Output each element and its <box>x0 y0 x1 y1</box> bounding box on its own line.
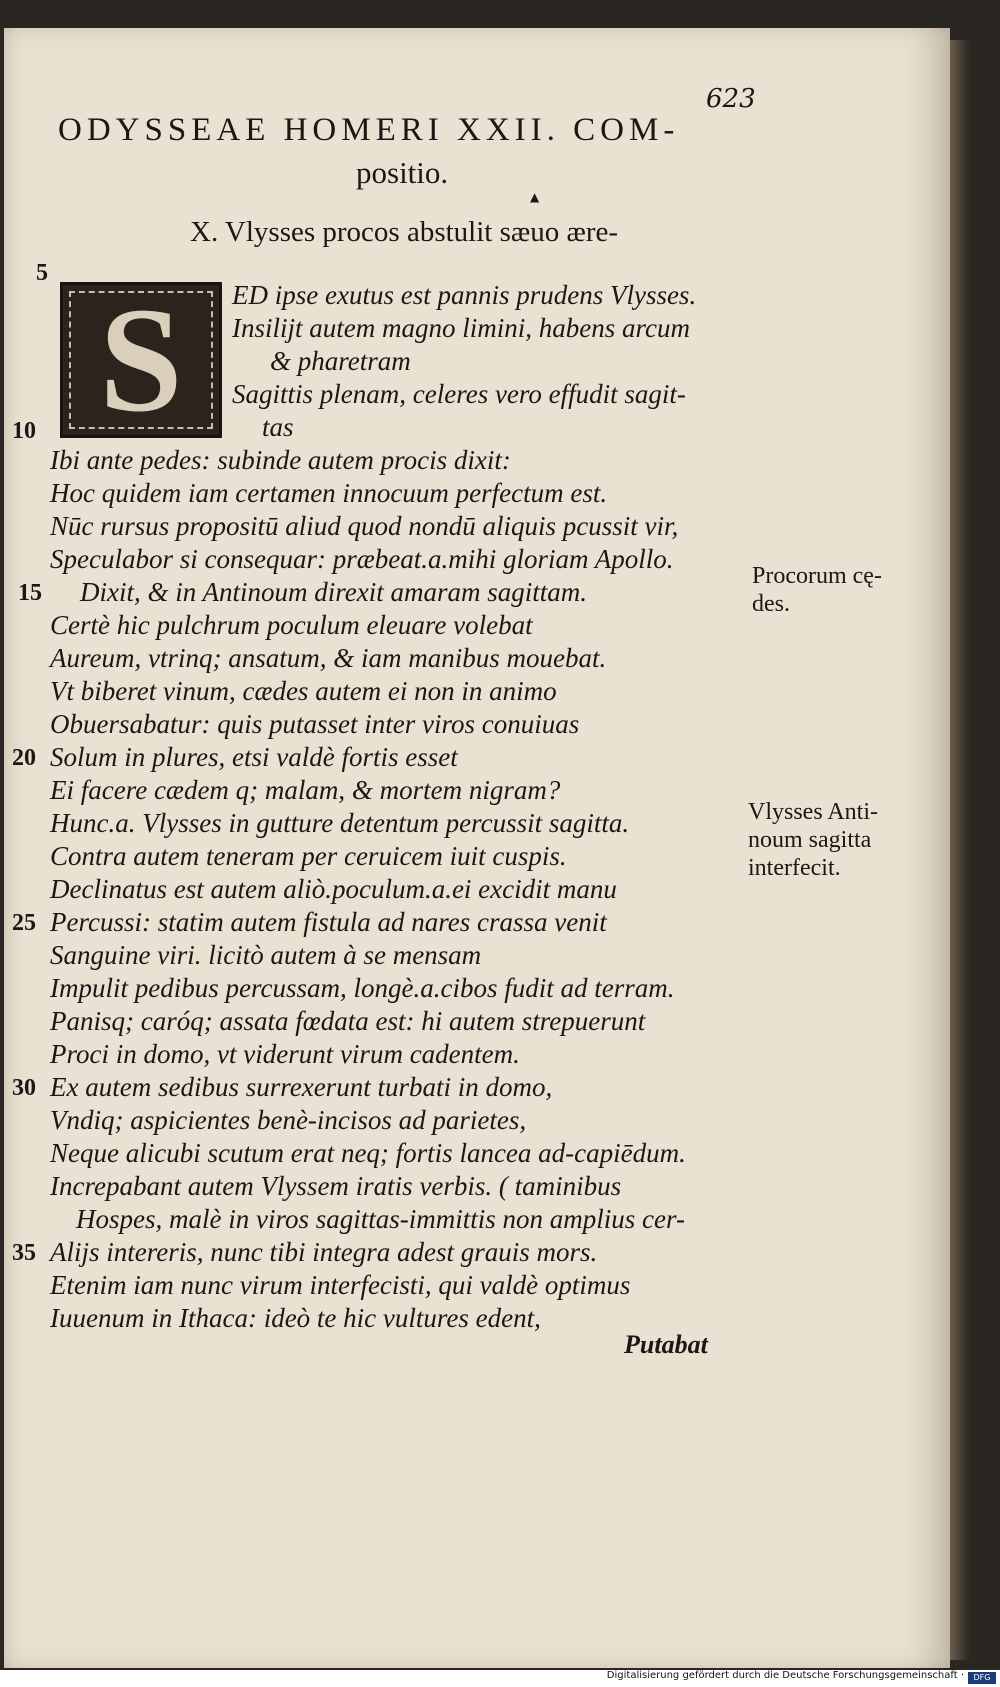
text-line: Panisq; caróq; assata fœdata est: hi autem strepuerunt <box>50 1006 646 1036</box>
text-line: Iuuenum in Ithaca: ideò te hic vultures edent, <box>50 1303 541 1333</box>
text-line: Hospes, malè in viros sagittas-immittis non amplius cer- <box>76 1204 685 1234</box>
line-number: 5 <box>36 260 48 286</box>
footer-credit: Digitalisierung gefördert durch die Deutsche Forschungsgemeinschaft · <box>606 1670 964 1681</box>
text-line: Hunc.a. Vlysses in gutture detentum percussit sagitta. <box>50 808 630 838</box>
text-line: Sanguine viri. licitò autem à se mensam <box>50 940 482 970</box>
initial-letter: S <box>99 277 183 443</box>
text-line: tas <box>262 412 294 442</box>
text-line: Contra autem teneram per ceruicem iuit cuspis. <box>50 841 567 871</box>
text-line: Sagittis plenam, celeres vero effudit sagit- <box>232 379 686 409</box>
text-line: Vt biberet vinum, cædes autem ei non in animo <box>50 676 557 706</box>
text-line: Increpabant autem Vlyssem iratis verbis. ( taminibus <box>50 1171 622 1201</box>
text-line: Dixit, & in Antinoum direxit amaram sagittam. <box>80 577 587 607</box>
text-line: Certè hic pulchrum poculum eleuare volebat <box>50 610 533 640</box>
text-line: Nūc rursus propositū aliud quod nondū aliquis pcussit vir, <box>50 511 679 541</box>
running-title: ODYSSEAE HOMERI XXII. COM- <box>58 112 680 148</box>
line-number: 20 <box>12 745 36 771</box>
margin-note-procorum: Procorum cę- des. <box>752 563 882 617</box>
line-number: 30 <box>12 1075 36 1101</box>
text-line: Neque alicubi scutum erat neq; fortis lancea ad-capiēdum. <box>50 1138 686 1168</box>
text-line: Aureum, vtrinq; ansatum, & iam manibus mouebat. <box>50 643 607 673</box>
text-line: Percussi: statim autem fistula ad nares crassa venit <box>50 907 607 937</box>
page-edge <box>950 40 970 1660</box>
text-line: Ibi ante pedes: subinde autem procis dixit: <box>50 445 511 475</box>
text-line: Alijs intereris, nunc tibi integra adest grauis mors. <box>50 1237 598 1267</box>
text-line: Solum in plures, etsi valdè fortis esset <box>50 742 458 772</box>
margin-note-vlysses: Vlysses Anti- noum sagitta interfecit. <box>748 799 879 881</box>
text-line: Etenim iam nunc virum interfecisti, qui valdè optimus <box>50 1270 631 1300</box>
digitization-footer <box>0 1670 1000 1687</box>
text-line: Proci in domo, vt viderunt virum cadentem. <box>50 1039 520 1069</box>
page-number: 623 <box>706 84 756 114</box>
section-mark: ▲ <box>530 190 540 204</box>
text-line: Hoc quidem iam certamen innocuum perfectum est. <box>50 478 608 508</box>
text-line: Insilijt autem magno limini, habens arcum <box>232 313 690 343</box>
text-line: & pharetram <box>270 346 411 376</box>
dfg-logo: DFG <box>968 1672 996 1684</box>
text-line: ED ipse exutus est pannis prudens Vlysses. <box>232 280 697 310</box>
text-line: Declinatus est autem aliò.poculum.a.ei excidit manu <box>50 874 617 904</box>
catchword: Putabat <box>624 1330 708 1359</box>
decorated-initial <box>60 277 222 443</box>
text-line: Vndiq; aspicientes benè-incisos ad parietes, <box>50 1105 527 1135</box>
line-number: 35 <box>12 1240 36 1266</box>
running-title-continuation: positio. <box>356 155 449 190</box>
text-line: Ex autem sedibus surrexerunt turbati in domo, <box>50 1072 553 1102</box>
line-number: 15 <box>18 580 42 606</box>
text-line: Impulit pedibus percussam, longè.a.cibos fudit ad terram. <box>50 973 675 1003</box>
chapter-heading: X. Vlysses procos abstulit sæuo ære- <box>190 216 619 248</box>
text-line: Ei facere cædem q; malam, & mortem nigram? <box>50 775 561 805</box>
text-line: Obuersabatur: quis putasset inter viros conuiuas <box>50 709 580 739</box>
line-number: 25 <box>12 910 36 936</box>
line-number: 10 <box>12 418 36 444</box>
text-line: Speculabor si consequar: præbeat.a.mihi gloriam Apollo. <box>50 544 674 574</box>
